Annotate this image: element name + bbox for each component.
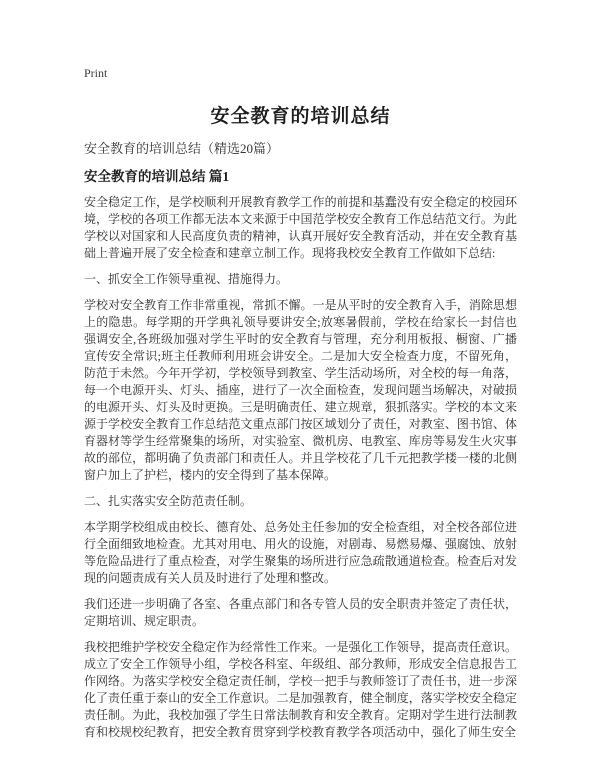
print-link[interactable]: Print — [84, 66, 108, 80]
paragraph-section-2c: 我校把维护学校安全稳定作为经常性工作来。一是强化工作领导，提高责任意识。成立了安全工作领导小组，学校各科室、年级组、部分教师，形成安全信息报告工作网络。为落实学校安全稳定责任制，学校一把手与教师签订了责任书，进一步深化了责任重于泰山的安全工作意识。二是加强教育，健全制度，落实学校安全稳定责任制。为此，我校加强了学生日常法制教育和安全教育。定期对学生进行法制教育和校规校纪教育，把安全教育贯穿到学校教育教学各项活动中，强化了师生安全 — [84, 640, 517, 739]
paragraph-intro: 安全稳定工作，是学校顺利开展教育教学工作的前提和基蠢没有安全稳定的校园环境，学校的各项工作都无法本文来源于中国范学校安全教育工作总结范文行。为此学校以对国家和人民高度负责的精神，认真开展好安全教育活动，并在安全教育基础上普遍开展了安全检查和建章立制工作。现将我校安全教育工作做如下总结: — [84, 195, 517, 260]
section-title: 安全教育的培训总结 篇1 — [84, 169, 230, 184]
paragraph-section-2b: 我们还进一步明确了各室、各重点部门和各专管人员的安全职责并签定了责任状，定期培训、规定职责。 — [84, 597, 517, 628]
paragraph-section-2a: 本学期学校组成由校长、德育处、总务处主任参加的安全检查组，对全校各部位进行全面细致地检查。尤其对用电、用火的设施，对剧毒、易燃易爆、强腐蚀、放射等危险品进行了重点检查，对学生聚集的场所进行应急疏散通道检查。检查后对发现的问题责成有关人员及时进行了处理和整改。 — [84, 520, 517, 585]
section-subheading-2: 二、扎实落实安全防范责任制。 — [84, 494, 253, 508]
page-subtitle: 安全教育的培训总结（精选20篇） — [84, 141, 280, 156]
section-subheading-1: 一、抓安全工作领导重视、措施得力。 — [84, 272, 289, 286]
page-title: 安全教育的培训总结 — [210, 106, 391, 127]
paragraph-section-1: 学校对安全教育工作非常重视，常抓不懈。一是从平时的安全教育入手，消除思想上的隐患。每学期的开学典礼领导要讲安全;放寒暑假前，学校在给家长一封信也强调安全,各班级加强对学生平时的安全教育与管理，充分利用板报、橱窗、广播宣传安全常识;班主任教师利用班会讲安全。二是加大安全检查力度，不留死角，防范于未然。今年开学初，学校领导到教室、学生活动场所，对全校的每一角落，每一个电源开头、灯头、插座，进行了一次全面检查，发现问题当场解决，对破损的电源开头、灯头及时更换。三是明确责任、建立规章，狠抓落实。学校的本文来源于学校安全教育工作总结范文重点部门按区域划分了责任，对教室、图书馆、体育器材等学生经常聚集的场所，对实验室、微机房、电教室、库房等易发生火灾事故的部位，都明确了负责部门和责任人。并且学校花了几千元把教学楼一楼的北侧窗户加上了护栏，楼内的安全得到了基本保障。 — [84, 298, 517, 482]
